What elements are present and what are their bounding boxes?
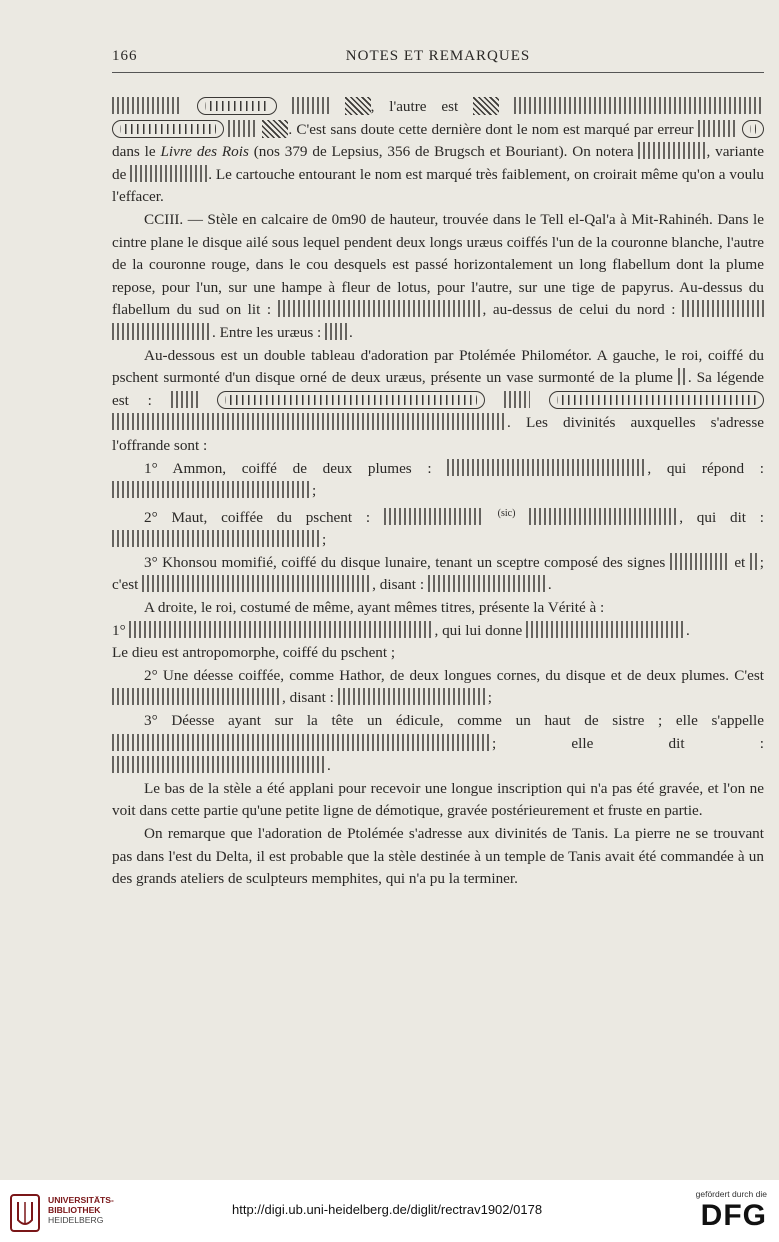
hieroglyph-group: [514, 97, 764, 114]
paragraph-3: Au-dessous est un double tableau d'adoration par Ptolémée Philométor. A gauche, le roi, coiffé du pschent surmonté d'un disque orné de deux uræus, présente un vase surmonté de la plume . Sa légende est : . Les divinités auxquelles s'adresse l'offrande sont :: [112, 346, 765, 454]
hieroglyph-group: [638, 142, 706, 159]
hieroglyph-group: [678, 368, 688, 385]
lacuna-hatching: [262, 120, 288, 138]
hieroglyph-group: [338, 688, 488, 705]
hieroglyph-group: [171, 391, 199, 408]
hieroglyph-group: [504, 391, 530, 408]
running-header: [112, 48, 764, 70]
paragraph-2: CCIII. — Stèle en calcaire de 0m90 de hauteur, trouvée dans le Tell el-Qal'a à Mit-Rahinéh. Dans le cintre plane le disque ailé sous lequel pendent deux longs uræus coiffés l'un de la couronne blanche, l'autre de la couronne rouge, dans le cou desquels est passé horizontalement un long flabellum dont la plume repose, pour l'un, sur une hampe à fleur de lotus, pour l'autre, sur une tige de papyrus. Au-dessus du flabellum du sud on lit : , au-dessus de celui du nord : . Entre les uræus : .: [112, 210, 764, 341]
digitization-footer: [0, 1180, 779, 1242]
header-rule: [112, 72, 764, 73]
book-title: Livre des Rois: [160, 143, 249, 161]
hieroglyph-group: [112, 481, 312, 498]
hieroglyph-group: [278, 300, 483, 317]
hieroglyph-group: [112, 688, 282, 705]
paragraph-7: A droite, le roi, costumé de même, ayant mêmes titres, présente la Vérité à : 1° , qui lui donne . Le dieu est antropomorphe, coiffé du pschent ;: [112, 599, 690, 662]
hieroglyph-group: [447, 459, 647, 476]
running-title: NOTES ET REMARQUES: [345, 48, 531, 64]
lacuna-hatching: [345, 97, 371, 115]
hieroglyph-group: [142, 575, 372, 592]
hieroglyph-group: [112, 323, 212, 340]
hieroglyph-group: [670, 553, 730, 570]
hieroglyph-group: [112, 756, 327, 773]
library-name: UNIVERSITÄTS- BIBLIOTHEK HEIDELBERG: [48, 1195, 114, 1225]
paragraph-4: 1° Ammon, coiffé de deux plumes : , qui répond : ;: [112, 458, 764, 503]
hieroglyph-group: [325, 323, 349, 340]
paragraph-11: On remarque que l'adoration de Ptolémée s'adresse aux divinités de Tanis. La pierre ne se trouvant pas dans l'est du Delta, il est probable que la stèle destinée à un temple de Tanis avait été commandée à un des grands ateliers de sculpteurs memphites, qui n'a pu la terminer.: [112, 825, 764, 888]
hieroglyph-group: [750, 553, 760, 570]
paragraph-1: , l'autre est . C'est sans doute cette dernière dont le nom est marqué par erreur dans le Livre des Rois (nos 379 de Lepsius, 356 de Brugsch et Bouriant). On notera , variante de . Le cartouche entourant le nom est marqué très faiblement, on croirait même qu'on a voulu l'effacer.: [112, 98, 765, 206]
hieroglyph-cartouche: [112, 120, 224, 138]
paragraph-6: 3° Khonsou momifié, coiffé du disque lunaire, tenant un sceptre composé des signes et ; c'est , disant : .: [112, 553, 765, 594]
paragraph-10: Le bas de la stèle a été applani pour recevoir une longue inscription qui n'a pas été gravée, et l'on ne voit dans cette partie qu'une petite ligne de démotique, gravée postérieurement et fruste en partie.: [112, 779, 764, 820]
hieroglyph-group: [130, 165, 208, 182]
hieroglyph-cartouche: [549, 391, 764, 409]
page-number: 166: [112, 48, 138, 64]
hieroglyph-group: [428, 575, 548, 592]
paragraph-5: 2° Maut, coiffée du pschent : $^{(sic)}$ , qui dit : ;: [112, 503, 764, 552]
hieroglyph-group: [112, 734, 492, 751]
hieroglyph-group: [112, 530, 322, 547]
hieroglyph-cartouche: [742, 120, 764, 138]
hieroglyph-group: [228, 120, 258, 137]
hieroglyph-group: [698, 120, 738, 137]
paragraph-9: 3° Déesse ayant sur la tête un édicule, comme un haut de sistre ; elle s'appelle ; elle dit : .: [112, 710, 764, 778]
hieroglyph-group: [682, 300, 764, 317]
permalink[interactable]: http://digi.ub.uni-heidelberg.de/diglit/rectrav1902/0178: [232, 1202, 543, 1217]
hieroglyph-cartouche: [197, 97, 277, 115]
hieroglyph-group: [526, 621, 686, 638]
funded-by-label: gefördert durch die: [695, 1189, 767, 1199]
dfg-logo: DFG: [700, 1199, 767, 1232]
lacuna-hatching: [473, 97, 499, 115]
paragraph-8: 2° Une déesse coiffée, comme Hathor, de deux longues cornes, du disque et de deux plumes. C'est , disant : ;: [112, 665, 764, 710]
hieroglyph-group: [292, 97, 330, 114]
hieroglyph-group: [112, 413, 507, 430]
hieroglyph-group: [129, 621, 434, 638]
library-seal-icon: [10, 1194, 40, 1232]
hieroglyph-group: [384, 508, 484, 525]
hieroglyph-group: [529, 508, 679, 525]
body-text: [112, 96, 764, 891]
hieroglyph-group: [112, 97, 182, 114]
hieroglyph-cartouche: [217, 391, 485, 409]
